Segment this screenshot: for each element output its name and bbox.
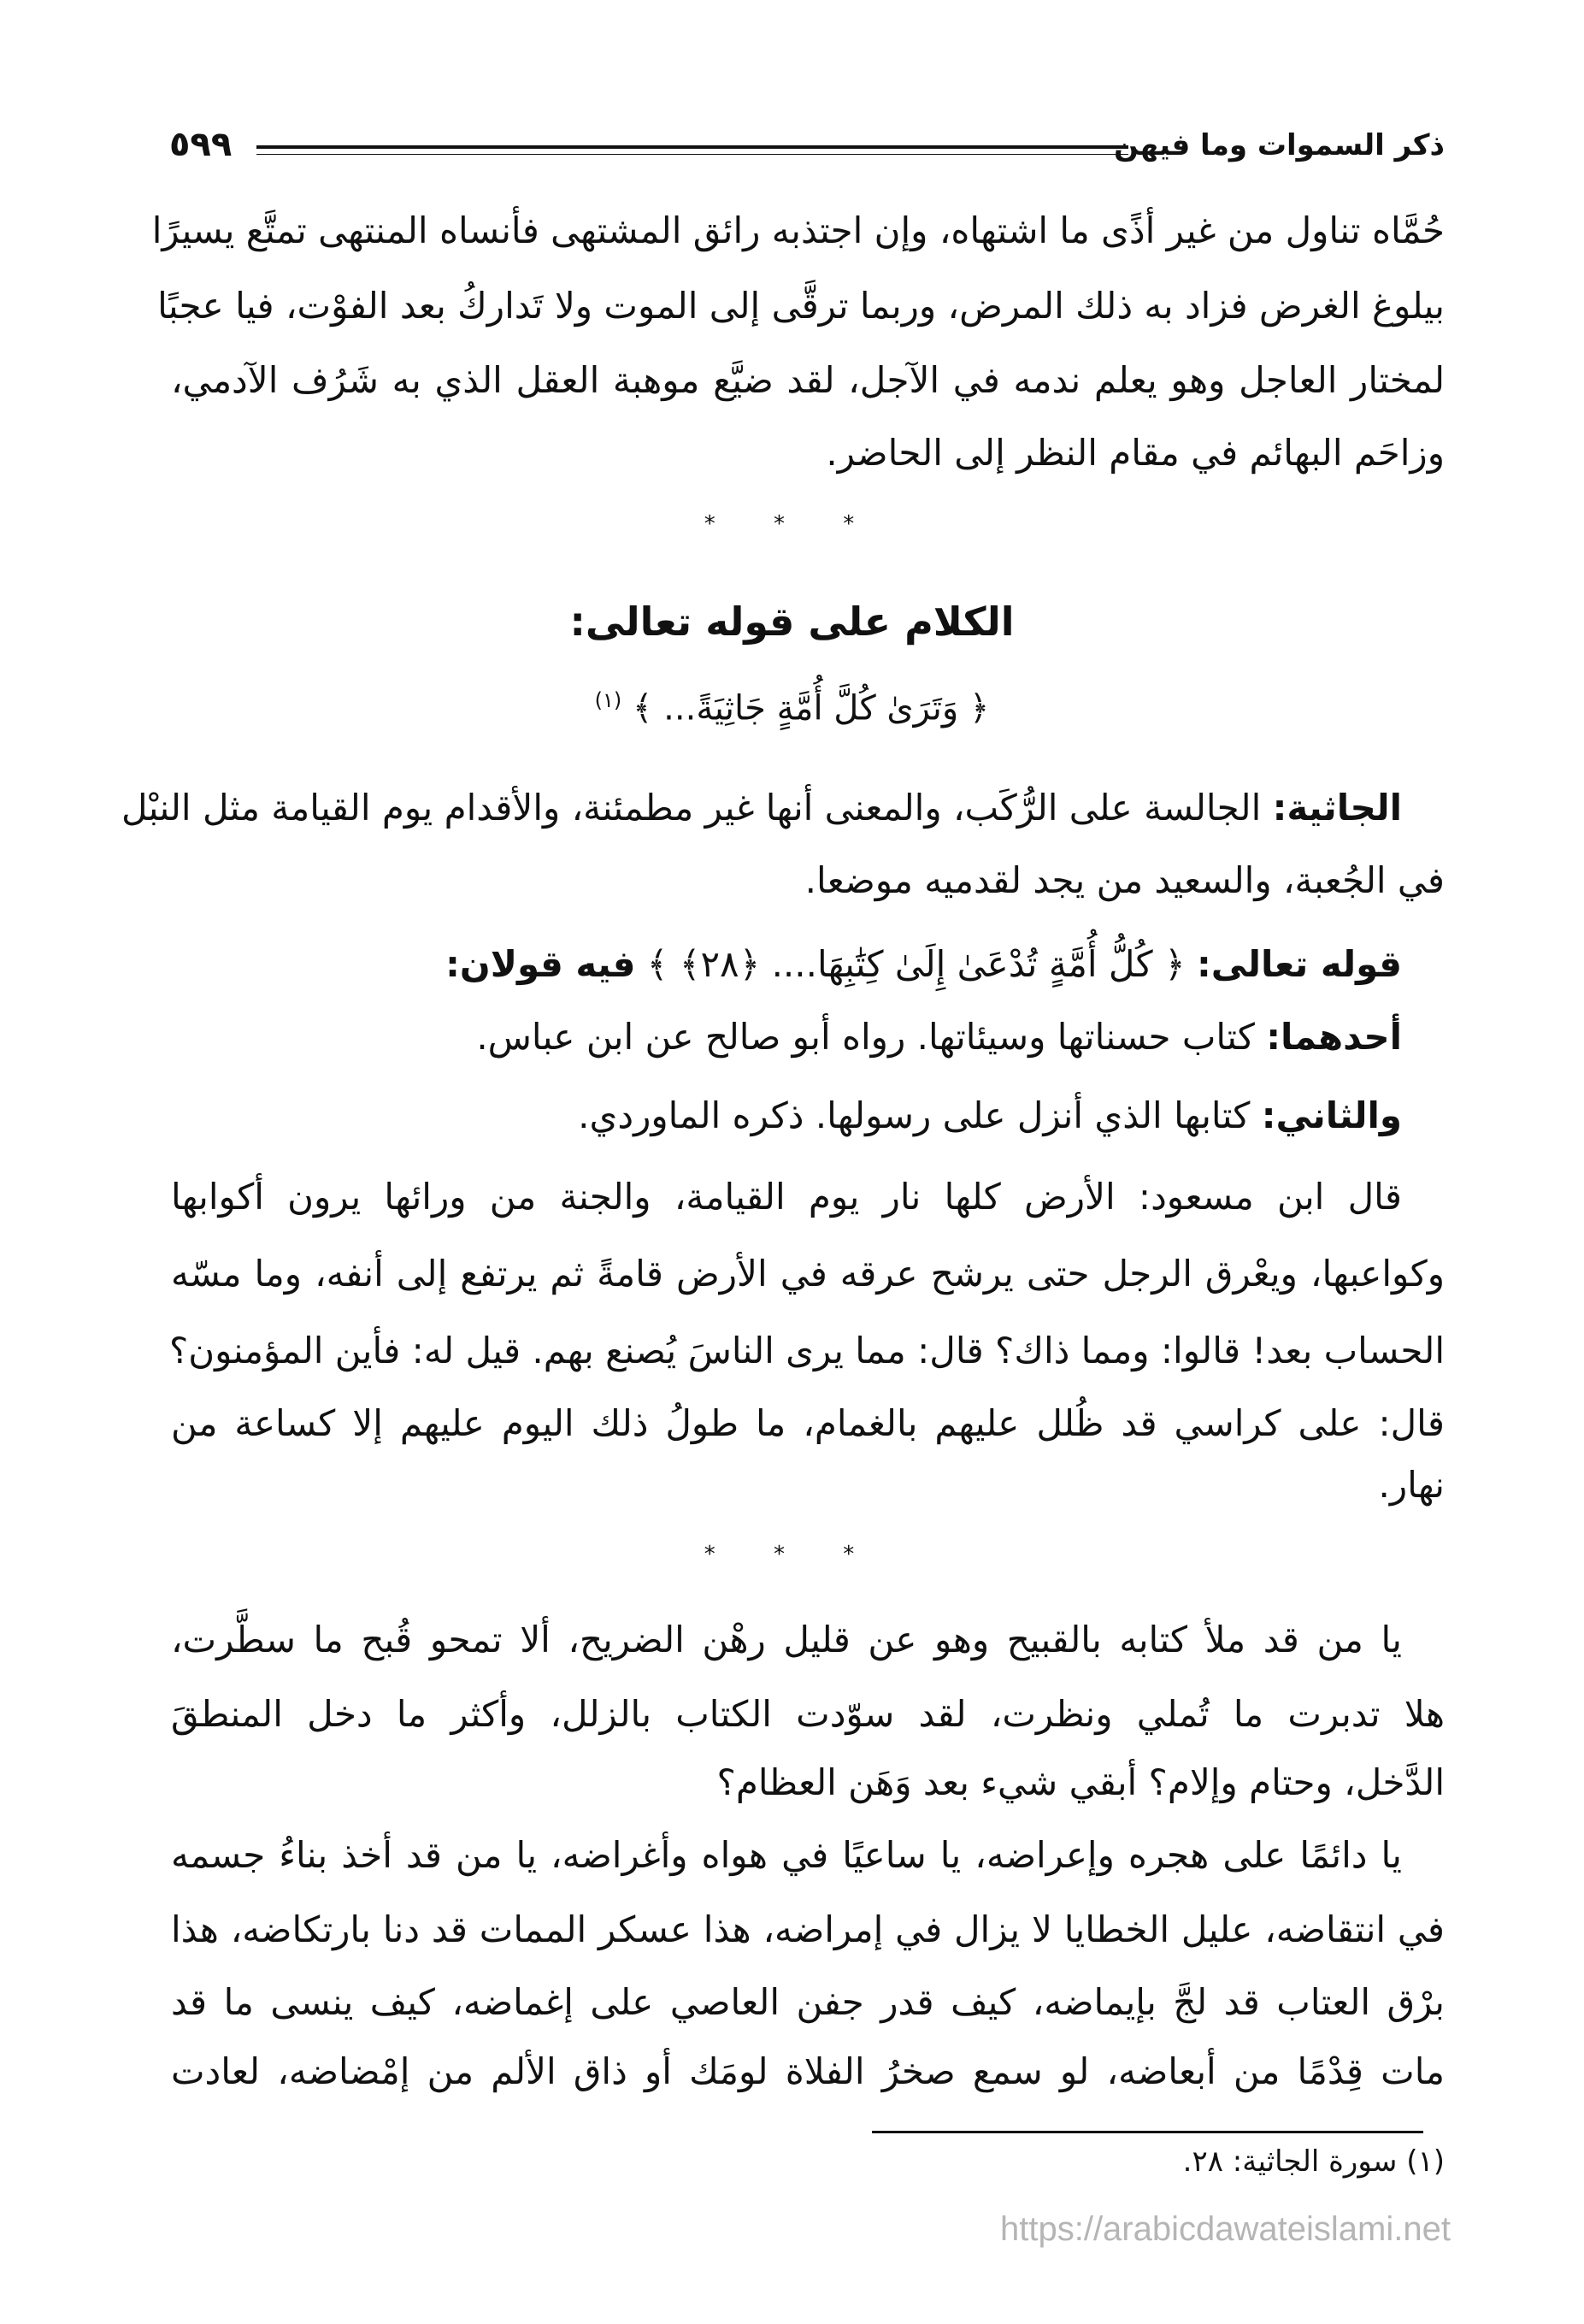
separator-stars: * * * — [704, 1542, 880, 1567]
text-line: في الجُعبة، والسعيد من يجد لقدميه موضعا. — [804, 859, 1445, 901]
text-line: وكواعبها، ويعْرق الرجل حتى يرشح عرقه في الأرض قامةً ثم يرتفع إلى أنفه، وما مسّه — [171, 1253, 1445, 1295]
text-line: في انتقاضه، عليل الخطايا لا يزال في إمراضه، هذا عسكر الممات قد دنا بارتكاضه، هذا — [171, 1908, 1445, 1950]
quran-verse — [0, 688, 1584, 728]
term: قوله تعالى: — [1196, 943, 1402, 985]
text-line: هلا تدبرت ما تُملي ونظرت، لقد سوّدت الكتاب بالزلل، وأكثر ما دخل المنطقَ — [171, 1693, 1445, 1735]
section-heading: الكلام على قوله تعالى: — [569, 599, 1015, 645]
text-line: يا دائمًا على هجره وإعراضه، يا ساعيًا في هواه وأغراضه، يا من قد أخذ بناءُ جسمه — [171, 1834, 1402, 1876]
text-line: نهار. — [1378, 1464, 1445, 1506]
text-line — [171, 1090, 1445, 1141]
text-line — [121, 782, 1445, 834]
footnote: (١) سورة الجاثية: ٢٨. — [1182, 2144, 1445, 2179]
separator-stars: * * * — [704, 511, 880, 537]
term: والثاني: — [1261, 1094, 1402, 1136]
text: كتاب حسناتها وسيئاتها. رواه أبو صالح عن ابن عباس. — [476, 1016, 1255, 1058]
text-line — [171, 939, 1445, 990]
header-title: ذكر السموات وما فيهن — [1114, 128, 1445, 162]
verse-text: ﴿ كُلُّ أُمَّةٍ تُدْعَىٰ إِلَىٰ كِتَٰبِهَا.... ﴿٢٨﴾ ﴾ — [646, 943, 1186, 985]
watermark-url: https://arabicdawateislami.net — [1000, 2210, 1451, 2248]
text-line — [171, 1012, 1445, 1063]
text-line: يا من قد ملأ كتابه بالقبيح وهو عن قليل رهْن الضريح، ألا تمحو قُبح ما سطَّرت، — [171, 1619, 1402, 1660]
text-line: قال: على كراسي قد ظُلل عليهم بالغمام، ما طولُ ذلك اليوم عليهم إلا كساعة من — [171, 1402, 1445, 1444]
verse-text: ﴿ وَتَرَىٰ كُلَّ أُمَّةٍ جَاثِيَةً... ﴾ — [633, 688, 990, 728]
header-rule — [256, 145, 1128, 149]
text-line: بيلوغ الغرض فزاد به ذلك المرض، وربما ترقَّى إلى الموت ولا تَداركُ بعد الفوْت، فيا عجبًا — [157, 285, 1445, 327]
text-line: الحساب بعد! قالوا: ومما ذاك؟ قال: مما يرى الناسَ يُصنع بهم. قيل له: فأين المؤمنون؟ — [168, 1330, 1445, 1371]
text-line: الدَّخل، وحتام وإلام؟ أبقي شيء بعد وَهَن العظام؟ — [716, 1761, 1445, 1803]
text-line: وزاحَم البهائم في مقام النظر إلى الحاضر. — [826, 432, 1445, 474]
text: الجالسة على الرُّكَب، والمعنى أنها غير مطمئنة، والأقدام يوم القيامة مثل النبْل — [121, 787, 1262, 829]
term: أحدهما: — [1266, 1016, 1402, 1058]
text-line: مات قِدْمًا من أبعاضه، لو سمع صخرُ الفلاة لومَك أو ذاق الألم من إمْضاضه، لعادت — [171, 2050, 1445, 2092]
text-line: حُمَّاه تناول من غير أذًى ما اشتهاه، وإن اجتذبه رائق المشتهى فأنساه المنتهى تمتَّع يسيرًا — [151, 209, 1445, 251]
footnote-rule — [872, 2131, 1423, 2133]
footnote-ref: (١) — [594, 688, 622, 712]
term: فيه قولان: — [445, 943, 636, 985]
text-line: لمختار العاجل وهو يعلم ندمه في الآجل، لقد ضيَّع موهبة العقل الذي به شَرُف الآدمي، — [171, 359, 1445, 401]
text: كتابها الذي أنزل على رسولها. ذكره الماوردي. — [578, 1094, 1251, 1136]
text-line: برْق العتاب قد لجَّ بإيماضه، كيف قدر جفن العاصي على إغماضه، كيف ينسى ما قد — [171, 1981, 1445, 2023]
term: الجاثية: — [1272, 787, 1402, 829]
page-number: ٥٩٩ — [169, 125, 233, 164]
header-rule-thin — [256, 154, 1128, 155]
text-line: قال ابن مسعود: الأرض كلها نار يوم القيامة، والجنة من ورائها يرون أكوابها — [171, 1176, 1402, 1218]
